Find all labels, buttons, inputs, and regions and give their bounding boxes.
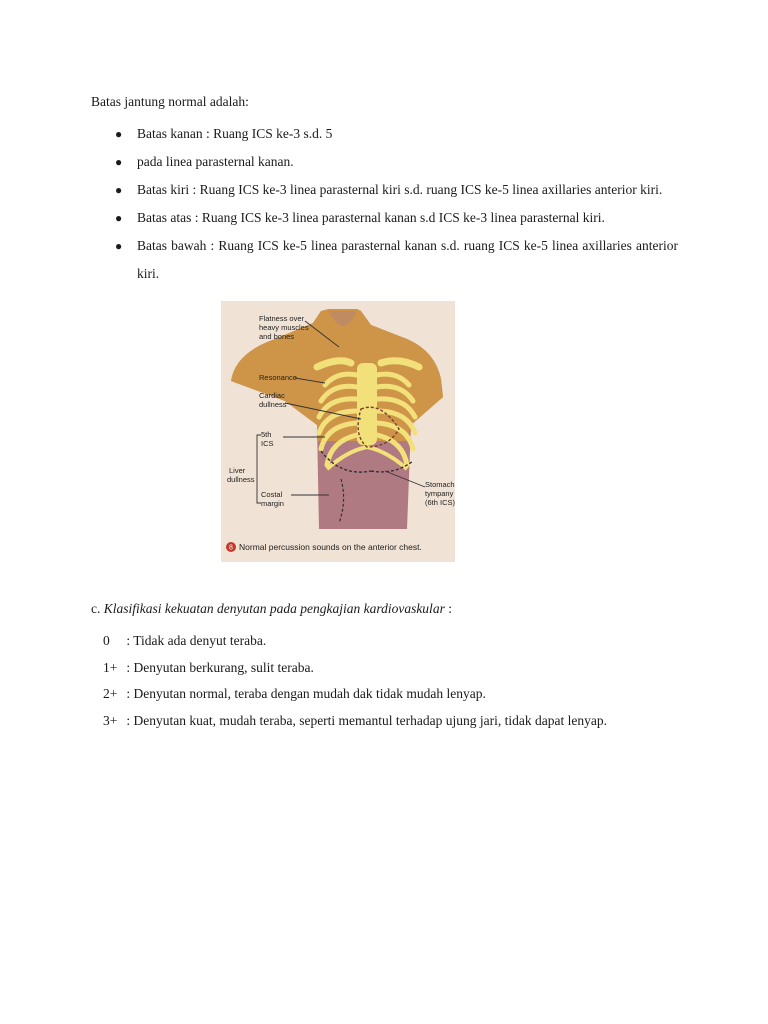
scale-description: : Denyutan normal, teraba dengan mudah dak tidak mudah lenyap. [123, 686, 486, 701]
scale-item [103, 628, 607, 655]
section-suffix: : [444, 601, 452, 616]
pulse-strength-scale [103, 628, 607, 734]
scale-item [103, 681, 607, 708]
intro-text: Batas jantung normal adalah: [91, 94, 249, 109]
bullet-icon: ● [115, 127, 123, 141]
label-costal: Costal margin [261, 490, 284, 508]
percussion-figure [221, 301, 455, 562]
sternum [357, 363, 377, 445]
list-item: ● Batas kanan : Ruang ICS ke-3 s.d. 5 [115, 120, 678, 148]
scale-grade: 3+ [103, 712, 118, 728]
scale-item [103, 708, 607, 735]
list-item: ● Batas atas : Ruang ICS ke-3 linea parasternal kanan s.d ICS ke-3 linea parasternal kiri. [115, 204, 678, 232]
label-flatness: Flatness over heavy muscles and bones [259, 314, 309, 341]
label-stomach: Stomach tympany (6th ICS) [425, 480, 455, 507]
list-item: ● pada linea parasternal kanan. [115, 148, 678, 176]
section-prefix: c. [91, 601, 101, 616]
bullet-icon: ● [115, 183, 123, 197]
label-liver: Liver dullness [227, 466, 255, 484]
scale-grade: 2+ [103, 686, 118, 701]
bullet-icon: ● [115, 155, 123, 169]
scale-description: : Denyutan berkurang, sulit teraba. [123, 659, 314, 675]
heart-border-list [115, 120, 678, 288]
scale-grade: 1+ [103, 659, 118, 675]
caption-number: 8 [229, 544, 233, 552]
bullet-icon: ● [115, 239, 123, 253]
list-item: ● Batas bawah : Ruang ICS ke-5 linea parasternal kanan s.d. ruang ICS ke-5 linea axillaries anterior kiri. [115, 232, 678, 288]
section-title: Klasifikasi kekuatan denyutan pada pengkajian kardiovaskular [103, 601, 445, 616]
scale-description: : Tidak ada denyut teraba. [123, 633, 267, 648]
section-c-heading [91, 600, 452, 618]
figure-caption: Normal percussion sounds on the anterior chest. [239, 542, 422, 552]
list-item: ● Batas kiri : Ruang ICS ke-3 linea parasternal kiri s.d. ruang ICS ke-5 linea axillaries anterior kiri. [115, 176, 678, 204]
chest-percussion-illustration [221, 301, 455, 562]
scale-grade: 0 [103, 633, 110, 648]
scale-description: : Denyutan kuat, mudah teraba, seperti memantul terhadap ujung jari, tidak dapat lenyap. [123, 712, 607, 728]
scale-item [103, 655, 607, 682]
label-ics: 5th ICS [261, 430, 274, 448]
bullet-icon: ● [115, 211, 123, 225]
label-resonance: Resonance [259, 373, 297, 382]
label-cardiac: Cardiac dullness [259, 391, 287, 409]
